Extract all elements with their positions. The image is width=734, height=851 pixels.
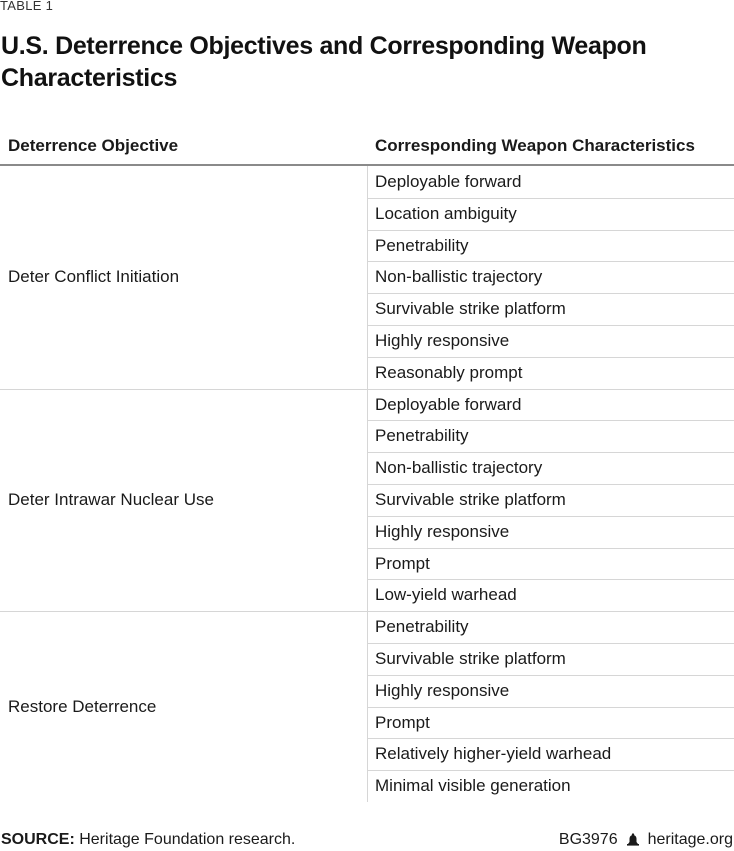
characteristic-cell: Highly responsive (375, 680, 510, 700)
characteristic-row (368, 516, 734, 547)
characteristic-cell: Relatively higher-yield warhead (375, 744, 612, 764)
characteristic-cell: Survivable strike platform (375, 299, 566, 319)
characteristic-cell: Non-ballistic trajectory (375, 267, 543, 287)
characteristic-row (368, 389, 734, 420)
footer-right (559, 831, 733, 849)
characteristic-row (368, 675, 734, 706)
characteristic-row (368, 230, 734, 261)
objective-cell: Deter Conflict Initiation (8, 267, 180, 287)
characteristic-cell: Deployable forward (375, 394, 522, 414)
source-note (1, 831, 295, 849)
source-label: SOURCE: (1, 831, 75, 848)
characteristic-cell: Prompt (375, 553, 430, 573)
characteristic-cell: Highly responsive (375, 331, 510, 350)
site-link[interactable]: heritage.org (647, 831, 733, 848)
characteristic-row (368, 261, 734, 292)
objective-group (0, 611, 734, 802)
characteristic-row (368, 548, 734, 579)
objective-group (0, 166, 734, 389)
characteristic-cell: Low-yield warhead (375, 585, 517, 605)
characteristic-row (368, 198, 734, 229)
characteristic-row (368, 738, 734, 769)
characteristic-cell: Penetrability (375, 235, 469, 255)
characteristic-cell: Survivable strike platform (375, 489, 566, 509)
characteristic-row (368, 643, 734, 674)
table-title: U.S. Deterrence Objectives and Corresponding Weapon Characteristics (1, 32, 647, 92)
characteristic-cell: Non-ballistic trajectory (375, 458, 543, 478)
characteristic-row (368, 579, 734, 610)
characteristic-row (368, 166, 734, 197)
characteristic-row (368, 420, 734, 451)
characteristic-cell: Highly responsive (375, 521, 510, 541)
characteristic-cell: Survivable strike platform (375, 648, 566, 668)
table-label: TABLE 1 (0, 0, 54, 13)
column-header-objective: Deterrence Objective (8, 136, 179, 155)
characteristic-row (368, 770, 734, 801)
objective-cell: Restore Deterrence (8, 696, 157, 716)
characteristic-row (368, 707, 734, 738)
characteristic-cell: Deployable forward (375, 172, 522, 191)
characteristic-cell: Reasonably prompt (375, 362, 523, 382)
characteristic-row (368, 484, 734, 515)
characteristic-cell: Penetrability (375, 426, 469, 446)
source-text: Heritage Foundation research. (74, 831, 296, 848)
objective-group (0, 389, 734, 612)
column-header-characteristics: Corresponding Weapon Characteristics (375, 136, 695, 155)
bell-icon (626, 833, 640, 847)
characteristic-row (368, 452, 734, 483)
characteristic-cell: Prompt (375, 712, 430, 732)
objective-cell: Deter Intrawar Nuclear Use (8, 489, 214, 509)
characteristic-row (368, 357, 734, 388)
characteristic-row (368, 611, 734, 642)
characteristic-row (368, 325, 734, 356)
characteristic-cell: Penetrability (375, 617, 469, 637)
characteristic-row (368, 293, 734, 324)
characteristic-cell: Minimal visible generation (375, 776, 571, 796)
characteristic-cell: Location ambiguity (375, 203, 517, 223)
publication-code: BG3976 (558, 831, 618, 848)
